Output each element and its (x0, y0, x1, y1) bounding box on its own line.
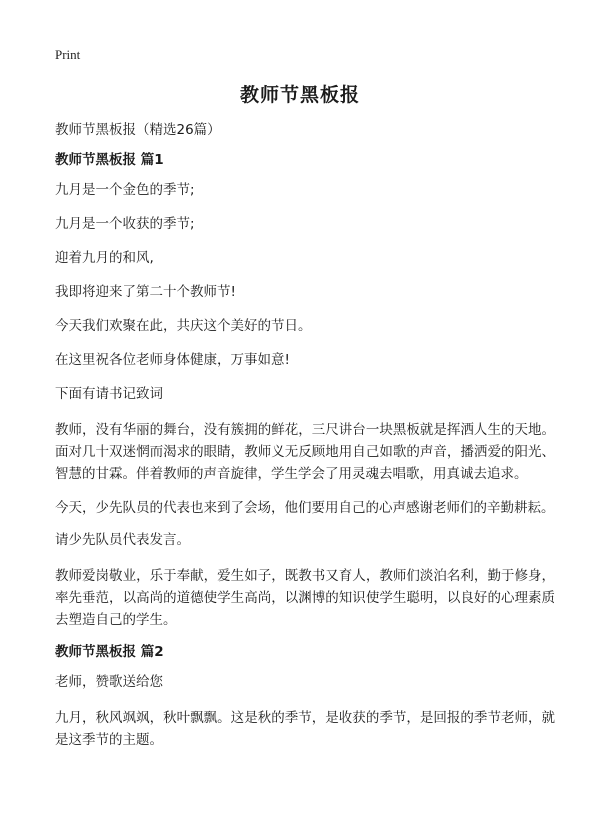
print-link[interactable]: Print (55, 47, 81, 62)
paragraph: 九月是一个收获的季节; (55, 216, 195, 232)
paragraph: 我即将迎来了第二十个教师节! (55, 284, 236, 300)
paragraph: 教师爱岗敬业，乐于奉献，爱生如子，既教书又育人，教师们淡泊名利，勤于修身，率先垂范，以高尚的道德使学生高尚，以渊博的知识使学生聪明，以良好的心理素质去塑造自己的学生。 (55, 568, 555, 628)
paragraph: 在这里祝各位老师身体健康，万事如意! (55, 352, 290, 368)
document-body (55, 121, 555, 763)
paragraph: 老师，赞歌送给您 (55, 674, 163, 690)
paragraph: 请少先队员代表发言。 (55, 532, 190, 548)
document-subtitle: 教师节黑板报（精选26篇） (55, 122, 221, 138)
section-heading: 教师节黑板报 篇2 (55, 644, 164, 660)
paragraph: 九月是一个金色的季节; (55, 182, 195, 198)
paragraph: 下面有请书记致词 (55, 386, 163, 402)
paragraph: 迎着九月的和风, (55, 250, 154, 266)
paragraph: 今天我们欢聚在此，共庆这个美好的节日。 (55, 318, 312, 334)
page-title: 教师节黑板报 (239, 84, 360, 106)
paragraph: 今天，少先队员的代表也来到了会场，他们要用自己的心声感谢老师们的辛勤耕耘。 (55, 500, 555, 516)
paragraph: 教师，没有华丽的舞台，没有簇拥的鲜花，三尺讲台一块黑板就是挥洒人生的天地。面对几十双迷惘而渴求的眼睛，教师义无反顾地用自己如歌的声音，播洒爱的阳光、智慧的甘霖。伴着教师的声音旋律，学生学会了用灵魂去唱歌，用真诚去追求。 (55, 422, 555, 482)
paragraph: 九月，秋风飒飒，秋叶飘飘。这是秋的季节，是收获的季节，是回报的季节老师，就是这季节的主题。 (55, 710, 555, 748)
section-heading: 教师节黑板报 篇1 (55, 152, 164, 168)
